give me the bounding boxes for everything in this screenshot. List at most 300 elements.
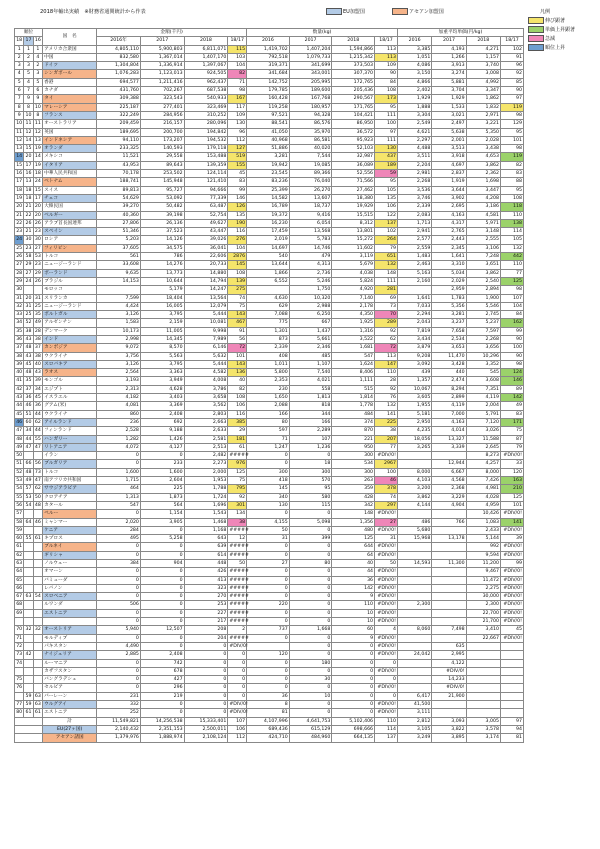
value-cell: 221 — [332, 435, 375, 443]
total-row — [15, 717, 524, 725]
value-cell: 323,469 — [184, 103, 228, 111]
value-cell: 92 — [228, 493, 247, 501]
rank-cell: 12 — [16, 137, 23, 143]
value-cell: 0 — [97, 452, 141, 460]
value-cell: 506 — [97, 601, 141, 609]
value-cell: 3,653 — [432, 344, 466, 352]
value-cell: ##### — [229, 602, 249, 608]
table-row — [15, 153, 524, 161]
value-cell: 108 — [500, 194, 523, 202]
year-header: 2016年 — [97, 37, 141, 45]
total-value: 1,888,974 — [140, 734, 184, 742]
value-cell: 534 — [332, 460, 375, 468]
value-cell: 629 — [247, 302, 290, 310]
total-value: 2,108,124 — [184, 734, 228, 742]
value-cell: 7,033 — [397, 302, 431, 310]
value-cell: 2,463 — [397, 261, 431, 269]
value-cell: 21,900 — [432, 692, 466, 700]
value-cell: 227 — [184, 609, 228, 617]
value-cell: 2,803 — [184, 410, 228, 418]
value-cell: 107 — [500, 294, 523, 302]
rank-cell — [33, 560, 42, 568]
rank-cell: 47 — [34, 444, 41, 450]
rank-cell — [24, 526, 33, 534]
value-cell: 101 — [228, 352, 247, 360]
rank-cell: 14 — [25, 137, 32, 143]
rank-cell: 46 — [25, 403, 32, 409]
rank-cell — [24, 684, 33, 692]
value-cell: 1,600 — [97, 468, 141, 476]
rank-cell: 47 — [25, 444, 32, 450]
value-cell: 0 — [140, 568, 184, 576]
value-cell: 4,163 — [432, 418, 466, 426]
table-row — [15, 560, 524, 568]
value-cell: 2,765 — [432, 228, 466, 236]
value-cell: 2 — [228, 626, 247, 634]
price-header: 加重平均単価(円/kg) — [397, 29, 523, 37]
value-cell: 4,182 — [97, 394, 141, 402]
value-cell: 162 — [500, 319, 523, 327]
value-cell: 5,144 — [466, 535, 500, 543]
value-cell: 6,146 — [184, 344, 228, 352]
value-cell: 1,543 — [184, 510, 228, 518]
value-cell: 134 — [228, 510, 247, 518]
value-cell: 307,370 — [332, 70, 375, 78]
total-value: 689,436 — [247, 725, 290, 733]
country-cell: ウクライナ — [43, 410, 97, 418]
value-cell: 1,437 — [289, 327, 332, 335]
value-cell: 89,643 — [140, 161, 184, 169]
value-cell: 6,250 — [289, 311, 332, 319]
value-cell: 36 — [247, 692, 290, 700]
value-cell: 340 — [247, 493, 290, 501]
rank-cell: 61 — [25, 710, 32, 716]
value-cell: 80 — [247, 418, 290, 426]
value-cell: 1,154 — [140, 510, 184, 518]
value-cell: 23,545 — [247, 170, 290, 178]
value-cell: 558 — [289, 385, 332, 393]
value-cell: 3,949 — [140, 377, 184, 385]
value-cell: 10,173 — [97, 327, 141, 335]
value-cell: 104 — [228, 62, 247, 70]
value-cell: 0 — [184, 659, 228, 667]
value-cell: 122 — [375, 211, 398, 219]
value-cell: 2,368 — [432, 485, 466, 493]
value-cell: #DIV/0! — [375, 634, 398, 642]
rank-cell — [24, 286, 33, 294]
value-cell: 166 — [289, 418, 332, 426]
value-cell: #DIV/0! — [375, 651, 398, 659]
value-cell: 323,543 — [140, 95, 184, 103]
value-cell: 4,920 — [332, 286, 375, 294]
value-cell: 1,157 — [466, 53, 500, 61]
value-cell: 71,566 — [332, 178, 375, 186]
rank-cell: 12 — [25, 129, 32, 135]
value-cell: 3,905 — [140, 518, 184, 526]
value-cell: 2,988 — [289, 302, 332, 310]
value-cell: 11,472 — [466, 576, 500, 584]
rank-cell: 2 — [33, 62, 42, 70]
value-cell: 442 — [500, 253, 523, 261]
value-cell: 1,419,702 — [247, 45, 290, 53]
total-value: 424,710 — [247, 734, 290, 742]
value-cell: 0 — [247, 460, 290, 468]
value-cell: #DIV/0! — [375, 593, 398, 601]
rank-cell — [33, 576, 42, 584]
value-cell: 24,042 — [397, 651, 431, 659]
value-cell: 173 — [375, 95, 398, 103]
value-cell: 3,106 — [466, 244, 500, 252]
value-cell: 9,594 — [466, 551, 500, 559]
rank-cell: 23 — [34, 229, 41, 235]
value-cell: 1,698 — [466, 178, 500, 186]
value-cell: 0 — [97, 584, 141, 592]
country-cell: クロアチア — [43, 493, 97, 501]
total-value: 112 — [228, 734, 247, 742]
country-cell: スロバキア — [43, 360, 97, 368]
value-cell — [500, 692, 523, 700]
rank-cell — [24, 642, 33, 650]
value-cell: 2,663 — [184, 418, 228, 426]
value-cell: 5,800 — [247, 369, 290, 377]
value-cell: 4,630 — [247, 294, 290, 302]
value-cell: 27 — [247, 560, 290, 568]
value-cell: 86,576 — [289, 120, 332, 128]
value-cell: 92 — [375, 385, 398, 393]
rank-cell — [15, 667, 24, 675]
value-cell: 1,367,014 — [140, 53, 184, 61]
value-cell: 2,297 — [397, 136, 431, 144]
total-value: 114 — [375, 725, 398, 733]
rank-cell: 17 — [16, 179, 23, 185]
legend-swatch — [528, 17, 544, 24]
value-cell: 2,300 — [466, 601, 500, 609]
value-cell: 101 — [500, 136, 523, 144]
value-cell: 0 — [332, 701, 375, 709]
value-cell: #DIV/0! — [500, 526, 523, 534]
value-cell: #DIV/0! — [229, 710, 248, 716]
eu-legend-swatch — [326, 8, 342, 15]
rank-cell: 49 — [25, 478, 32, 484]
value-cell: 5,098 — [289, 518, 332, 526]
value-cell: 2,268 — [466, 335, 500, 343]
value-cell: 832,580 — [97, 53, 141, 61]
rank-cell: 42 — [25, 652, 32, 658]
value-cell: 3,339 — [432, 443, 466, 451]
rank-cell: 20 — [25, 295, 32, 301]
value-cell: 219 — [140, 692, 184, 700]
value-cell: 0 — [247, 634, 290, 642]
value-cell: 580 — [289, 493, 332, 501]
value-cell: #DIV/0! — [229, 643, 248, 649]
value-cell — [397, 551, 431, 559]
value-cell: 3,410 — [466, 626, 500, 634]
rank-cell — [24, 551, 33, 559]
value-cell: 7,989 — [184, 335, 228, 343]
rank-cell: 16 — [16, 171, 23, 177]
rank-cell — [33, 601, 42, 609]
value-cell: 547 — [97, 501, 141, 509]
rank-cell: 50 — [34, 494, 41, 500]
value-cell: 0 — [140, 609, 184, 617]
country-cell: チェコ — [43, 194, 97, 202]
value-cell: 135 — [375, 194, 398, 202]
rank-year-17: 17 — [25, 38, 32, 44]
value-cell: 3,126 — [97, 360, 141, 368]
rank-cell: 37 — [25, 386, 32, 392]
country-cell: 中華人民共和国 — [43, 170, 97, 178]
rank-cell: 68 — [16, 602, 23, 608]
value-cell: 1,681 — [332, 344, 375, 352]
rank-cell: 40 — [34, 361, 41, 367]
rank-cell — [33, 684, 42, 692]
value-cell: 106 — [228, 402, 247, 410]
table-row — [15, 601, 524, 609]
table-row — [15, 394, 524, 402]
value-cell: 5,246 — [289, 277, 332, 285]
rank-cell: 28 — [34, 328, 41, 334]
value-cell: 37,605 — [97, 244, 141, 252]
rank-cell: 61 — [16, 544, 23, 550]
value-cell: 0 — [289, 601, 332, 609]
value-cell: 7,088 — [247, 311, 290, 319]
table-row — [15, 120, 524, 128]
rank-cell: 44 — [34, 428, 41, 434]
value-cell: 132 — [500, 244, 523, 252]
value-cell: 2,633 — [184, 427, 228, 435]
rank-cell: 47 — [16, 428, 23, 434]
value-cell: 1,211,416 — [140, 78, 184, 86]
country-cell: ペルー — [43, 510, 97, 518]
value-cell: 142 — [332, 584, 375, 592]
rank-cell: 34 — [25, 428, 32, 434]
value-cell: 0 — [97, 460, 141, 468]
value-cell: 1,397,067 — [184, 62, 228, 70]
value-cell: 2,020 — [97, 518, 141, 526]
rank-cell: 3 — [24, 62, 33, 70]
value-cell: 180,957 — [289, 103, 332, 111]
country-cell: 中国 — [43, 53, 97, 61]
value-cell: 0 — [184, 684, 228, 692]
value-cell: 85 — [500, 78, 523, 86]
value-cell: 2,998 — [97, 335, 141, 343]
total-value: 11,549,821 — [97, 717, 141, 725]
value-cell: #DIV/0! — [500, 634, 523, 642]
value-cell: 10,426 — [466, 510, 500, 518]
value-cell: 0 — [247, 510, 290, 518]
value-cell: 14,153 — [97, 277, 141, 285]
value-cell: 252 — [97, 709, 141, 717]
value-cell: 13,564 — [184, 294, 228, 302]
country-cell: キプロス — [43, 535, 97, 543]
value-cell: 0 — [332, 709, 375, 717]
value-cell: 766 — [432, 518, 466, 526]
value-cell: 3,902 — [432, 194, 466, 202]
legend-swatch — [528, 35, 544, 42]
rank-cell: 58 — [25, 254, 32, 260]
table-row — [15, 443, 524, 451]
value-cell: 4,103 — [397, 477, 431, 485]
value-cell: 13,178 — [432, 535, 466, 543]
country-cell: ウクライナ — [43, 352, 97, 360]
table-row — [15, 477, 524, 485]
value-cell — [500, 709, 523, 717]
total-value: 3,822 — [432, 725, 466, 733]
value-cell: ##### — [229, 527, 249, 533]
table-row — [15, 684, 524, 692]
value-cell: 1,888 — [397, 103, 431, 111]
rank-cell: 24 — [16, 237, 23, 243]
rank-cell: 66 — [16, 585, 23, 591]
total-label: 計 — [43, 717, 97, 725]
value-cell: 4,424 — [97, 302, 141, 310]
rank-cell: 24 — [34, 179, 41, 185]
rank-cell — [33, 286, 42, 294]
value-cell: 40 — [332, 560, 375, 568]
country-cell: イラン — [43, 452, 97, 460]
value-cell: 0 — [289, 642, 332, 650]
country-cell: エジプト — [43, 385, 97, 393]
value-cell: 95 — [375, 103, 398, 111]
year-header: 2018 — [332, 37, 375, 45]
value-cell: 2,894 — [466, 286, 500, 294]
value-cell: 29,558 — [140, 153, 184, 161]
value-cell: 0 — [332, 651, 375, 659]
value-cell: 94,110 — [97, 136, 141, 144]
rank-cell: 3 — [33, 70, 42, 78]
value-cell: 8,570 — [140, 344, 184, 352]
rank-cell: 4 — [24, 78, 33, 86]
rank-cell: 48 — [25, 370, 32, 376]
value-cell: 3,363 — [140, 369, 184, 377]
value-cell: 5,632 — [184, 352, 228, 360]
country-cell: インド — [43, 335, 97, 343]
value-cell: 3,150 — [397, 70, 431, 78]
rank-cell: 11 — [25, 121, 32, 127]
table-row — [15, 526, 524, 534]
rank-cell: 59 — [25, 702, 32, 708]
rank-cell: 53 — [34, 254, 41, 260]
table-row — [15, 667, 524, 675]
value-cell — [397, 609, 431, 617]
table-row — [15, 518, 524, 526]
value-cell: 2,971 — [466, 111, 500, 119]
value-cell — [432, 510, 466, 518]
value-cell: 0 — [332, 659, 375, 667]
rank-cell: 53 — [16, 478, 23, 484]
value-cell: 109 — [228, 111, 247, 119]
rank-cell: 43 — [25, 336, 32, 342]
value-cell: 1,750 — [289, 286, 332, 294]
value-cell: 0 — [247, 667, 290, 675]
rank-cell: 7 — [24, 87, 33, 95]
value-cell: 2,178 — [332, 302, 375, 310]
value-cell: 0 — [184, 651, 228, 659]
value-cell: 14,880 — [184, 269, 228, 277]
rank-cell: 49 — [34, 320, 41, 326]
value-cell: 343,001 — [289, 70, 332, 78]
value-cell: 3,237 — [432, 319, 466, 327]
value-cell: 2,540 — [466, 277, 500, 285]
rank-cell: 8 — [33, 111, 42, 119]
value-cell: 2,443 — [432, 236, 466, 244]
value-cell: 167,768 — [289, 95, 332, 103]
value-cell: 0 — [247, 659, 290, 667]
value-cell: 5,163 — [397, 269, 431, 277]
value-cell: 1,236 — [289, 443, 332, 451]
rank-cell: 5 — [24, 70, 33, 78]
value-cell: 143 — [228, 360, 247, 368]
value-cell — [397, 642, 431, 650]
value-cell: 98 — [500, 111, 523, 119]
value-cell: 3,786 — [184, 385, 228, 393]
value-cell: 0 — [140, 543, 184, 551]
rank-cell — [24, 568, 33, 576]
table-row — [15, 460, 524, 468]
value-cell: 145,948 — [140, 178, 184, 186]
value-cell — [397, 576, 431, 584]
value-cell: 0 — [184, 676, 228, 684]
value-cell: 0 — [140, 593, 184, 601]
table-row — [15, 642, 524, 650]
value-cell: 13,773 — [140, 269, 184, 277]
table-row — [15, 593, 524, 601]
value-cell: 14,345 — [140, 335, 184, 343]
value-cell: 0 — [140, 584, 184, 592]
value-cell: 2,885 — [97, 651, 141, 659]
table-row — [15, 228, 524, 236]
value-cell: 10 — [332, 609, 375, 617]
value-cell: 189,695 — [97, 128, 141, 136]
value-cell: #DIV/0! — [375, 609, 398, 617]
value-cell: 72 — [375, 344, 398, 352]
value-cell: 4,155 — [247, 518, 290, 526]
value-cell: 163 — [500, 477, 523, 485]
value-cell: 2,513 — [184, 443, 228, 451]
table-row — [15, 659, 524, 667]
value-cell: 19,085 — [289, 161, 332, 169]
rank-cell: 21 — [16, 212, 23, 218]
value-cell: 7,351 — [466, 385, 500, 393]
value-cell: ##### — [229, 577, 249, 583]
rank-cell: 15 — [25, 146, 32, 152]
value-cell: 3,644 — [432, 186, 466, 194]
table-row — [15, 634, 524, 642]
value-cell: 209,459 — [97, 120, 141, 128]
rank-cell: 38 — [25, 328, 32, 334]
table-row — [15, 360, 524, 368]
value-cell: 1,356 — [332, 518, 375, 526]
value-cell: 5,900,803 — [140, 45, 184, 53]
value-cell: 110 — [500, 211, 523, 219]
value-cell: 166 — [247, 410, 290, 418]
value-cell: 4,086 — [397, 62, 431, 70]
rank-cell: 22 — [16, 220, 23, 226]
value-cell — [500, 701, 523, 709]
rank-cell — [33, 609, 42, 617]
value-cell: 153,488 — [184, 153, 228, 161]
table-row — [15, 543, 524, 551]
value-cell: 5,679 — [332, 261, 375, 269]
value-cell: 2,362 — [466, 170, 500, 178]
value-cell: 1,955 — [397, 402, 431, 410]
value-cell: 171 — [500, 418, 523, 426]
value-cell: 378 — [375, 485, 398, 493]
country-cell: ナイジェリア — [43, 651, 97, 659]
value-cell: 7,140 — [332, 294, 375, 302]
rank-cell: 7 — [15, 95, 24, 103]
value-cell: 0 — [289, 618, 332, 626]
